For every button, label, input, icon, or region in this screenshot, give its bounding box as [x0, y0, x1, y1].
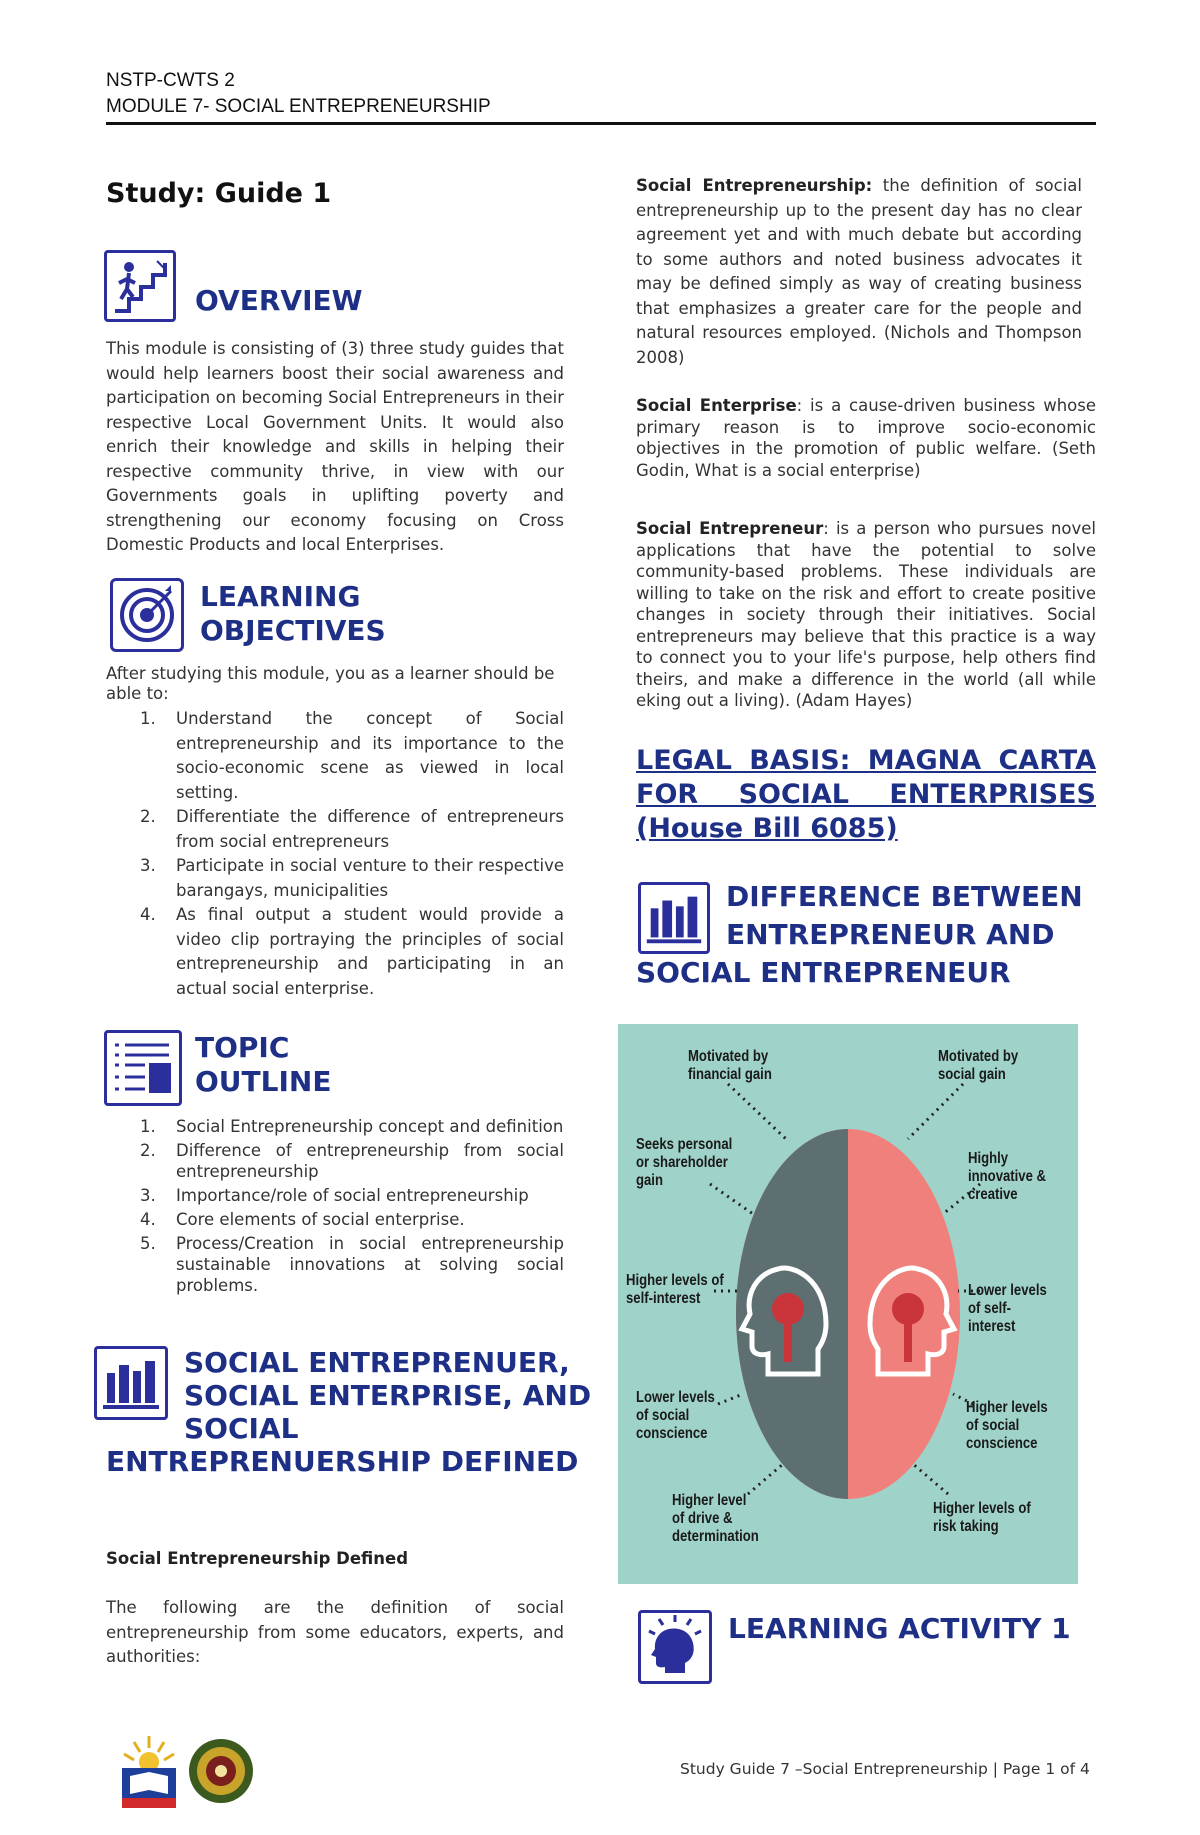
difference-heading-line3: SOCIAL ENTREPRENEUR: [636, 956, 1011, 989]
defined-subheading: Social Entrepreneurship Defined: [106, 1549, 409, 1568]
list-item: 1. Understand the concept of Social entrepreneurship and its importance to the socio-economic scene as viewed in local setting.: [140, 709, 564, 802]
list-item: 2. Differentiate the difference of entrepreneurs from social entrepreneurs: [140, 807, 564, 851]
list-item: 3. Participate in social venture to their respective barangays, municipalities: [140, 856, 564, 900]
head-lightbulb-icon: [638, 1610, 712, 1684]
study-title: Study: Guide 1: [106, 178, 332, 209]
list-item: 4. As final output a student would provide a video clip portraying the principles of social entrepreneurship and participating in an actual social enterprise.: [140, 905, 564, 998]
label-higher-social-conscience: Higher levels of social conscience: [966, 1399, 1048, 1452]
label-lower-social-conscience: Lower levels of social conscience: [636, 1389, 715, 1442]
definition-social-enterprise: Social Enterprise: is a cause-driven business whose primary reason is to improve socio-economic objectives in the promotion of public welfare. (Seth Godin, What is a social enterprise): [636, 396, 1096, 480]
difference-heading-line2: ENTREPRENEUR AND: [726, 918, 1055, 951]
label-motivated-financial: Motivated by financial gain: [688, 1048, 772, 1083]
nstp-logo: [188, 1738, 254, 1804]
defined-heading-line4: ENTREPRENUERSHIP DEFINED: [106, 1445, 579, 1478]
list-item: 4. Core elements of social enterprise.: [140, 1210, 465, 1229]
label-innovative-creative: Highly innovative & creative: [968, 1150, 1047, 1203]
topic-heading-line2: OUTLINE: [195, 1065, 332, 1098]
list-item: 3. Importance/role of social entrepreneurship: [140, 1186, 529, 1205]
header-rule: [106, 122, 1096, 125]
label-higher-drive: Higher level of drive & determination: [672, 1492, 759, 1545]
defined-intro: The following are the definition of social entrepreneurship from some educators, experts, and authorities:: [106, 1598, 564, 1666]
header-module: MODULE 7- SOCIAL ENTREPRENEURSHIP: [106, 96, 491, 117]
objectives-heading-line1: LEARNING: [200, 580, 361, 613]
objectives-heading-line2: OBJECTIVES: [200, 614, 386, 647]
list-item: 1. Social Entrepreneurship concept and definition: [140, 1117, 564, 1136]
list-item: 2. Difference of entrepreneurship from social entrepreneurship: [140, 1141, 564, 1181]
overview-text: This module is consisting of (3) three study guides that would help learners boost their social awareness and participation on becoming Social Entrepreneurs in their respective Local Government Units. It would also enrich their knowledge and skills in helping their respective community thrive, in view with our Governments goals in uplifting poverty and strengthening our economy focusing on Cross Domestic Products and local Enterprises.: [106, 339, 564, 554]
books-icon: [94, 1346, 168, 1420]
defined-heading-line1: SOCIAL ENTREPRENUER,: [184, 1346, 570, 1379]
header-course: NSTP-CWTS 2: [106, 70, 235, 91]
difference-heading-line1: DIFFERENCE BETWEEN: [726, 880, 1083, 913]
label-motivated-social: Motivated by social gain: [938, 1048, 1019, 1083]
books-icon: [638, 882, 710, 954]
label-seeks-personal-gain: Seeks personal or shareholder gain: [636, 1136, 733, 1189]
objectives-intro: After studying this module, you as a learner should be able to:: [106, 664, 555, 703]
label-lower-self-interest: Lower levels of self-interest: [968, 1282, 1047, 1335]
deped-seal-logo: [118, 1734, 180, 1816]
comparison-infographic: [618, 1024, 1078, 1584]
target-icon: [110, 578, 184, 652]
label-higher-risk-taking: Higher levels of risk taking: [933, 1500, 1031, 1535]
page-footer: Study Guide 7 –Social Entrepreneurship | Page 1 of 4: [680, 1760, 1090, 1778]
objectives-list: [106, 707, 564, 1001]
outline-list-icon: [104, 1030, 182, 1106]
topic-list: [106, 1116, 564, 1296]
definition-social-entrepreneur: Social Entrepreneur: is a person who pursues novel applications that have the potential to solve community-based problems. These individuals are willing to take on the risk and effort to create positive changes in society through their initiatives. Social entrepreneurs may believe that this practice is a way to connect you to your life's purpose, help others find theirs, and make a difference in the world (all while eking out a living). (Adam Hayes): [636, 519, 1096, 710]
legal-basis-heading: LEGAL BASIS: MAGNA CARTA FOR SOCIAL ENTERPRISES (House Bill 6085): [636, 745, 1096, 844]
defined-heading-line2: SOCIAL ENTERPRISE, AND: [184, 1379, 592, 1412]
overview-heading: OVERVIEW: [195, 284, 363, 317]
definition-social-entrepreneurship: Social Entrepreneurship: the definition of social entrepreneurship up to the present day has no clear agreement yet and with much debate but according to some authors and noted business advocates it may be defined simply as way of creating business that emphasizes a greater care for the people and natural resources employed. (Nichols and Thompson 2008): [636, 176, 1082, 367]
stairs-climber-icon: [104, 250, 176, 322]
learning-activity-heading: LEARNING ACTIVITY 1: [728, 1612, 1071, 1645]
label-higher-self-interest: Higher levels of self-interest: [626, 1272, 724, 1307]
list-item: 5. Process/Creation in social entrepreneurship sustainable innovations at solving social problems.: [140, 1234, 564, 1295]
defined-heading-line3: SOCIAL: [184, 1412, 299, 1445]
topic-heading-line1: TOPIC: [195, 1031, 290, 1064]
